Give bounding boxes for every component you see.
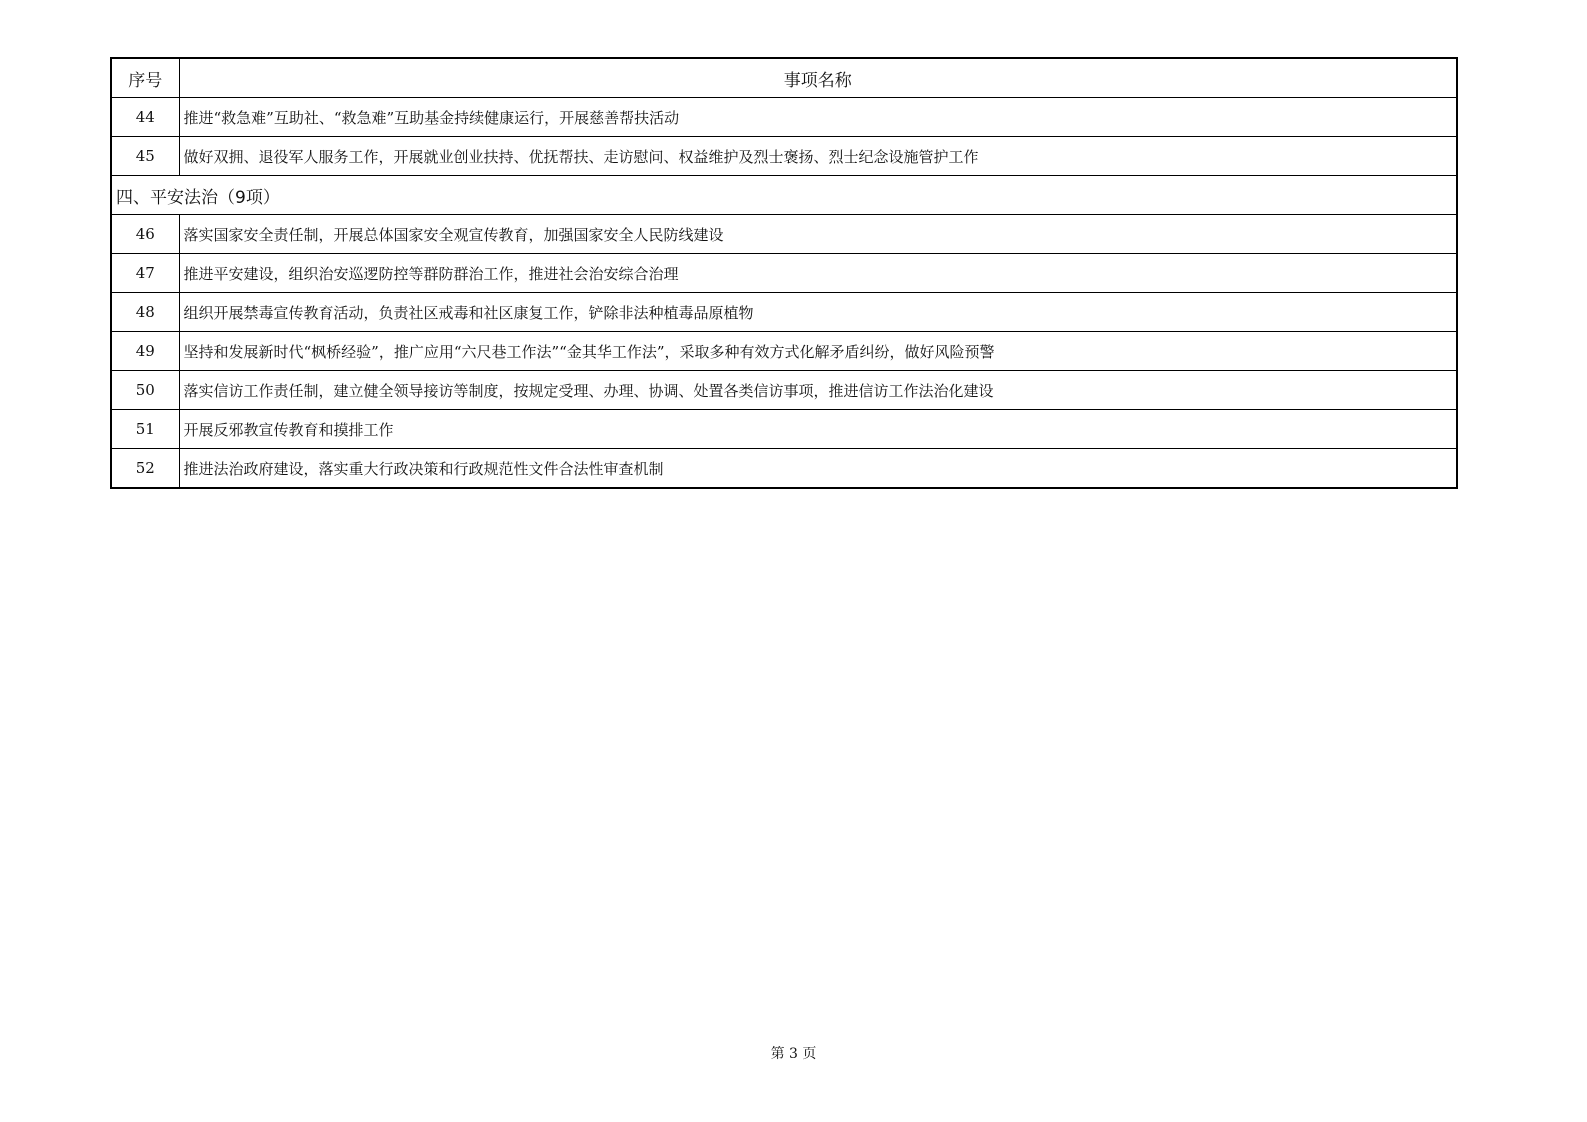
row-matter-name: 开展反邪教宣传教育和摸排工作 <box>179 410 1457 449</box>
page-number: 第 3 页 <box>770 1046 817 1062</box>
row-matter-name: 推进法治政府建设，落实重大行政决策和行政规范性文件合法性审查机制 <box>179 449 1457 489</box>
header-row <box>111 58 1457 98</box>
row-matter-name: 推进“救急难”互助社、“救急难”互助基金持续健康运行，开展慈善帮扶活动 <box>179 98 1457 137</box>
row-number: 49 <box>111 332 179 371</box>
table-body <box>111 98 1457 489</box>
section-title: 四、平安法治（9项） <box>111 176 1457 215</box>
table-row <box>111 371 1457 410</box>
row-number: 50 <box>111 371 179 410</box>
row-number: 48 <box>111 293 179 332</box>
section-row <box>111 176 1457 215</box>
row-matter-name: 坚持和发展新时代“枫桥经验”，推广应用“六尺巷工作法”“金其华工作法”，采取多种有效方式化解矛盾纠纷，做好风险预警 <box>179 332 1457 371</box>
table-row <box>111 254 1457 293</box>
table-row <box>111 293 1457 332</box>
row-matter-name: 落实信访工作责任制，建立健全领导接访等制度，按规定受理、办理、协调、处置各类信访事项，推进信访工作法治化建设 <box>179 371 1457 410</box>
row-matter-name: 做好双拥、退役军人服务工作，开展就业创业扶持、优抚帮扶、走访慰问、权益维护及烈士褒扬、烈士纪念设施管护工作 <box>179 137 1457 176</box>
row-matter-name: 落实国家安全责任制，开展总体国家安全观宣传教育，加强国家安全人民防线建设 <box>179 215 1457 254</box>
table-row <box>111 332 1457 371</box>
header-matter-name: 事项名称 <box>179 58 1457 98</box>
matters-table <box>110 57 1458 489</box>
row-number: 46 <box>111 215 179 254</box>
row-number: 45 <box>111 137 179 176</box>
table-row <box>111 98 1457 137</box>
table-row <box>111 215 1457 254</box>
header-number: 序号 <box>111 58 179 98</box>
table-row <box>111 449 1457 489</box>
row-number: 47 <box>111 254 179 293</box>
row-matter-name: 组织开展禁毒宣传教育活动，负责社区戒毒和社区康复工作，铲除非法种植毒品原植物 <box>179 293 1457 332</box>
table-row <box>111 410 1457 449</box>
row-matter-name: 推进平安建设，组织治安巡逻防控等群防群治工作，推进社会治安综合治理 <box>179 254 1457 293</box>
row-number: 44 <box>111 98 179 137</box>
row-number: 52 <box>111 449 179 489</box>
row-number: 51 <box>111 410 179 449</box>
table-row <box>111 137 1457 176</box>
